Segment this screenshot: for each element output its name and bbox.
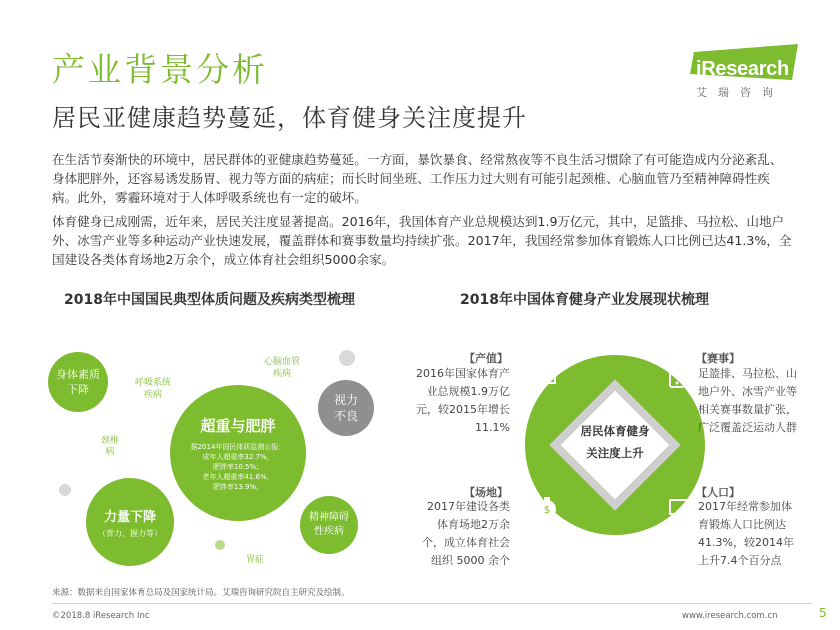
bubble-respiratory: 呼吸系统 疾病 xyxy=(130,366,176,412)
website-link[interactable]: www.iresearch.com.cn xyxy=(682,611,778,621)
venues-label: 【场地】 xyxy=(464,486,508,499)
bubble-strength-decline xyxy=(86,478,174,566)
obesity-heading: 超重与肥胖 xyxy=(200,416,276,435)
body-paragraph-1: 在生活节奏渐快的环境中，居民群体的亚健康趋势蔓延。一方面，暴饮暴食、经常熬夜等不良生活习惯除了有可能造成内分泌紊乱、身体肥胖外，还容易诱发肠胃、视力等方面的病症；而长时间坐班、工作压力过大则有可能引起颈椎、心脑血管乃至精神障碍性疾病。此外，雾霾环境对于人体呼吸系统也有一定的破坏。 xyxy=(52,152,783,205)
body-paragraph-2: 体育健身已成刚需，近年来，居民关注度显著提高。2016年，我国体育产业总规模达到1.9万亿元，其中，足篮排、马拉松、山地户外、冰雪产业等多种运动产业快速发展，覆盖群体和赛事数量均持续扩张。2017年，我国经常参加体育锻炼人口比例已达41.3%，全国建设各类体育场地2万余个，成立体育社会组织5000余家。 xyxy=(52,214,792,267)
page-subtitle: 居民亚健康趋势蔓延，体育健身关注度提升 xyxy=(52,104,527,132)
bubble-cardio: 心脑血管 疾病 xyxy=(256,342,308,394)
events-text: 足篮排、马拉松、山 地户外、冰雪产业等 相关赛事数量扩张， 广泛覆盖泛运动人群 xyxy=(698,367,797,434)
center-label: 居民体育健身 关注度上升 xyxy=(580,424,650,460)
page-title: 产业背景分析 xyxy=(52,50,268,89)
copyright: ©2018.8 iResearch Inc xyxy=(52,611,150,621)
left-chart-title: 2018年中国国民典型体质问题及疾病类型梳理 xyxy=(64,292,355,308)
bubble-fitness-decline: 身体素质 下降 xyxy=(48,352,108,412)
bubble-vision: 视力 不良 xyxy=(318,380,374,436)
source-note: 来源：数据来自国家体育总局及国家统计局。艾瑞咨询研究院自主研究及绘制。 xyxy=(52,588,350,598)
output-label: 【产值】 xyxy=(464,352,508,365)
logo-wordmark: iResearch xyxy=(696,58,789,80)
footer-divider xyxy=(52,603,812,604)
venues-text: 2017年建设各类 体育场地2万余 个，成立体育社会 组织 5000 余个 xyxy=(422,500,510,567)
strength-heading: 力量下降 xyxy=(103,509,156,525)
svg-text:$: $ xyxy=(543,505,551,516)
bubble-cervical: 颈椎 病 xyxy=(93,430,127,464)
logo-subtext: 艾瑞咨询 xyxy=(696,86,784,99)
page-number: 5 xyxy=(819,606,827,620)
obesity-stats: 据2014年国民体质监测公报： 成年人超重率32.7%， 肥胖率10.5%； 老年人超重率41.6%， 肥胖率13.9%。 xyxy=(190,442,286,491)
events-label: 【赛事】 xyxy=(696,352,740,365)
right-chart-title: 2018年中国体育健身产业发展现状梳理 xyxy=(460,292,709,308)
bubble-mental: 精神障碍 性疾病 xyxy=(300,496,358,554)
population-text: 2017年经常参加体 育锻炼人口比例达 41.3%，较2014年 上升7.4个百分点 xyxy=(698,500,794,567)
bubble-obesity xyxy=(170,385,306,521)
output-text: 2016年国家体育产 业总规模1.9万亿 元，较2015年增长 11.1% xyxy=(416,367,510,434)
bubble-gastric: 胃症 xyxy=(240,545,270,575)
strength-note: （背力、握力等） xyxy=(98,528,162,538)
population-label: 【人口】 xyxy=(696,486,740,499)
